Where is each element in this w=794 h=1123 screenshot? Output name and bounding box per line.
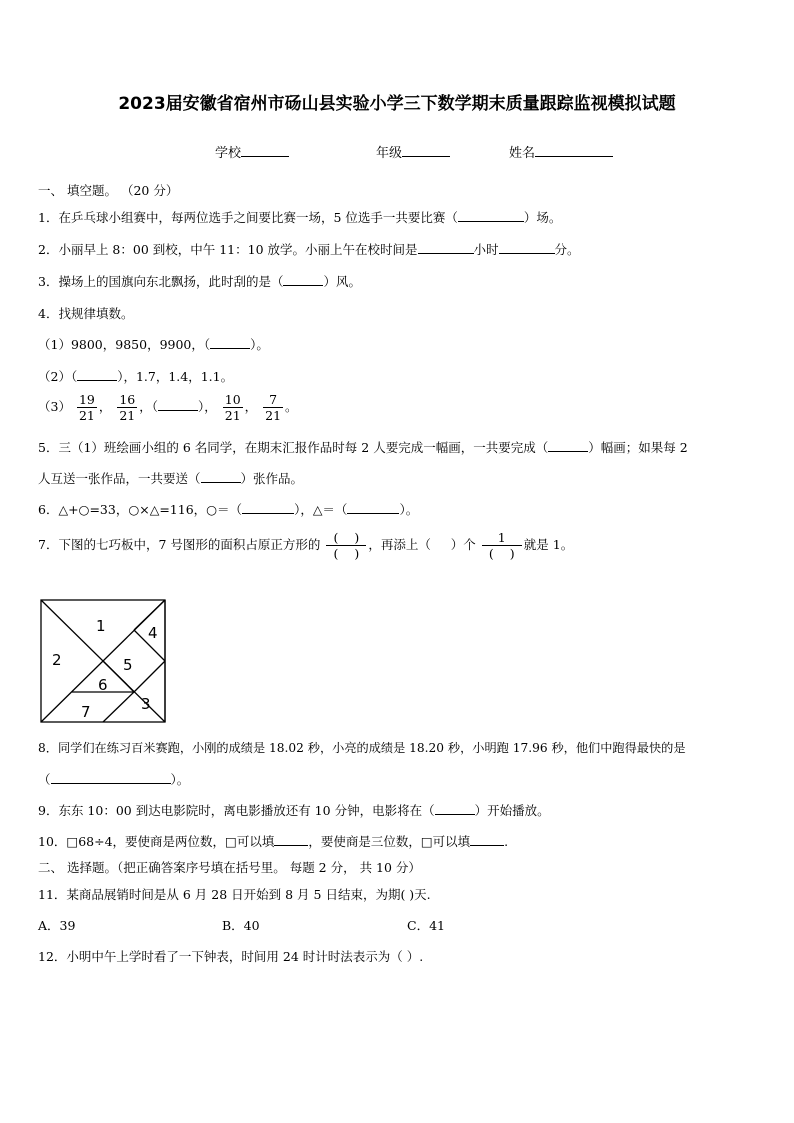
question-7: 7．下图的七巧板中，7 号图形的面积占原正方形的 $\frac{( )}{( )}$ ，再添上（ ）个 $\frac{1}{( )}$ 就是 1。 [38,530,574,561]
tangram-label-2: 2 [52,651,62,669]
question-10: 10．□68÷4，要使商是两位数，□可以填 ，要使商是三位数，□可以填 . [38,834,509,849]
answer-blank[interactable] [435,803,475,815]
question-1: 1．在乒乓球小组赛中，每两位选手之间要比赛一场，5 位选手一共要比赛（ ）场。 [38,210,562,225]
grade-label: 年级 [376,146,403,161]
answer-blank[interactable] [274,834,308,846]
section-2-heading: 二、 选择题。（把正确答案序号填在括号里。 每题 2 分， 共 10 分） [38,860,421,875]
answer-blank[interactable] [77,369,117,381]
option-c[interactable]: C．41 [407,918,445,933]
fraction: $\frac{10}{21}$ [224,392,241,423]
tangram-label-5: 5 [123,656,133,674]
answer-blank[interactable] [458,210,524,222]
question-4-3: （3） $\frac{19}{21}$ ， $\frac{16}{21}$ ，（ ）， $\frac{10}{21}$ ， $\frac{7}{21}$ 。 [38,392,298,423]
tangram-label-3: 3 [141,695,151,713]
grade-blank[interactable] [402,144,450,157]
question-2: 2．小丽早上 8：00 到校，中午 11：10 放学。小丽上午在校时间是 小时 分。 [38,242,580,257]
question-8-line-1: 8．同学们在练习百米赛跑，小刚的成绩是 18.02 秒，小亮的成绩是 18.20 秒，小明跑 17.96 秒，他们中跑得最快的是 [38,741,686,755]
name-field [509,142,613,161]
answer-blank[interactable] [210,337,250,349]
school-blank[interactable] [241,144,289,157]
tangram-label-1: 1 [96,617,106,635]
grade-field [376,142,450,161]
option-a[interactable]: A．39 [38,918,76,933]
question-5-line-2: 人互送一张作品，一共要送（ ）张作品。 [38,471,304,486]
answer-blank[interactable] [418,242,474,254]
tangram-figure [38,598,168,726]
question-6: 6．△+○=33，○×△=116，○＝（ ），△＝（ ）。 [38,502,419,517]
answer-blank[interactable] [347,502,399,514]
section-1-heading: 一、 填空题。 （20 分） [38,183,179,198]
school-field [215,142,289,161]
answer-blank[interactable] [158,399,198,411]
fraction: $\frac{7}{21}$ [265,392,282,423]
answer-blank[interactable] [470,834,504,846]
tangram-edge [103,692,134,722]
page-title: 2023届安徽省宿州市砀山县实验小学三下数学期末质量跟踪监视模拟试题 [118,94,676,114]
answer-blank[interactable] [283,274,323,286]
question-11: 11．某商品展销时间是从 6 月 28 日开始到 8 月 5 日结束，为期( )天. [38,887,431,902]
answer-blank[interactable] [51,772,171,784]
question-8-line-2: （ ）。 [38,772,190,787]
fraction: $\frac{16}{21}$ [119,392,136,423]
tangram-label-6: 6 [98,676,108,694]
question-12: 12．小明中午上学时看了一下钟表，时间用 24 时计时法表示为（ ）. [38,949,424,964]
option-b[interactable]: B．40 [222,918,260,933]
question-5-line-1: 5．三（1）班绘画小组的 6 名同学，在期末汇报作品时每 2 人要完成一幅画，一共要完成（ ）幅画；如果每 2 [38,440,688,455]
question-9: 9．东东 10：00 到达电影院时，离电影播放还有 10 分钟，电影将在（ ）开始播放。 [38,803,550,818]
tangram-label-7: 7 [81,703,91,721]
tangram-edge [134,661,165,692]
fraction: $\frac{19}{21}$ [78,392,95,423]
school-label: 学校 [215,146,242,161]
name-label: 姓名 [509,146,536,161]
answer-blank[interactable] [499,242,555,254]
tangram-label-4: 4 [148,624,158,642]
name-blank[interactable] [535,144,613,157]
question-4: 4．找规律填数。 [38,306,134,321]
answer-blank[interactable] [548,440,588,452]
question-4-1: （1）9800，9850，9900，（ ）。 [38,337,269,352]
question-4-2: （2）（ ），1.7，1.4，1.1。 [38,369,234,384]
answer-blank[interactable] [242,502,294,514]
answer-blank[interactable] [201,471,241,483]
unit-fraction: $\frac{1}{( )}$ [482,530,522,561]
question-3: 3．操场上的国旗向东北飘扬，此时刮的是（ ）风。 [38,274,361,289]
answer-fraction[interactable]: $\frac{( )}{( )}$ [326,530,366,561]
